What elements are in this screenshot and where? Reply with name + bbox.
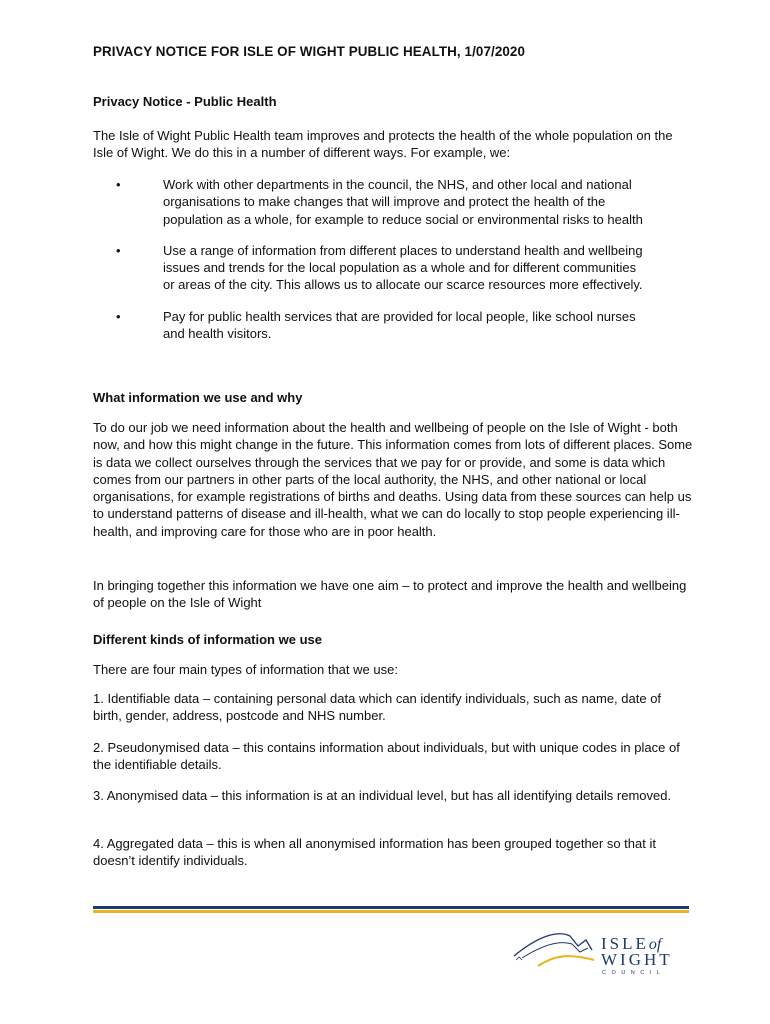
section-heading-privacy-notice: Privacy Notice - Public Health [93, 94, 277, 109]
page-title: PRIVACY NOTICE FOR ISLE OF WIGHT PUBLIC HEALTH, 1/07/2020 [93, 44, 526, 59]
section-heading-what-information: What information we use and why [93, 390, 303, 405]
bullet-marker: • [116, 177, 121, 192]
intro-paragraph: The Isle of Wight Public Health team improves and protects the health of the whole population on the Isle of Wight. We do this in a number of different ways. For example, we: [93, 128, 673, 161]
bullet-list [93, 176, 693, 342]
list-item [93, 308, 643, 343]
bullet-marker: • [116, 242, 121, 258]
logo-line-isle: ISLEof [601, 934, 662, 953]
bullet-marker: • [116, 308, 121, 324]
list-item-text: Work with other departments in the council, the NHS, and other local and national organisations to make changes that will improve and protect the health of the population as a whole, for example to reduce social or environmental risks to health [163, 177, 643, 227]
list-item-text: Use a range of information from different places to understand health and wellbeing issues and trends for the local population as a whole and for different communities or areas of the city. This allows us to allocate our scarce resources more effectively. [163, 242, 643, 293]
numbered-item: 1. Identifiable data – containing personal data which can identify individuals, such as name, date of birth, gender, address, postcode and NHS number. [93, 691, 662, 724]
list-item-text: Pay for public health services that are provided for local people, like school nurses and health visitors. [163, 308, 636, 342]
footer-rule-blue [93, 906, 689, 909]
isle-of-wight-council-logo [508, 926, 688, 976]
logo-line-council: COUNCIL [602, 970, 666, 976]
body-paragraph: There are four main types of information that we use: [93, 662, 398, 677]
numbered-item: 3. Anonymised data – this information is at an individual level, but has all identifying details removed. [93, 788, 672, 803]
wave-emblem-icon [514, 934, 594, 966]
body-paragraph: In bringing together this information we have one aim – to protect and improve the health and wellbeing of people on the Isle of Wight [93, 578, 687, 611]
list-item [93, 242, 643, 294]
numbered-item: 2. Pseudonymised data – this contains information about individuals, but with unique codes in place of the identifiable details. [93, 740, 680, 773]
body-paragraph: To do our job we need information about the health and wellbeing of people on the Isle of Wight - both now, and how this might change in the future. This information comes from lots of different places. Some is data we collect ourselves through the services that we pay for or provide, and some is data which comes from our partners in other parts of the local authority, the NHS, and other national or local organisations, for example registrations of births and deaths. Using data from these sources can help us to understand patterns of disease and ill-health, what we can do locally to stop people experiencing ill-health, and improving care for those who are in poor health. [93, 420, 693, 539]
numbered-item: 4. Aggregated data – this is when all anonymised information has been grouped together so that it doesn’t identify individuals. [93, 836, 656, 869]
footer-rule-gold [93, 910, 689, 913]
section-heading-different-kinds: Different kinds of information we use [93, 632, 322, 647]
logo-line-wight: WIGHT [601, 950, 673, 969]
list-item [93, 176, 643, 228]
